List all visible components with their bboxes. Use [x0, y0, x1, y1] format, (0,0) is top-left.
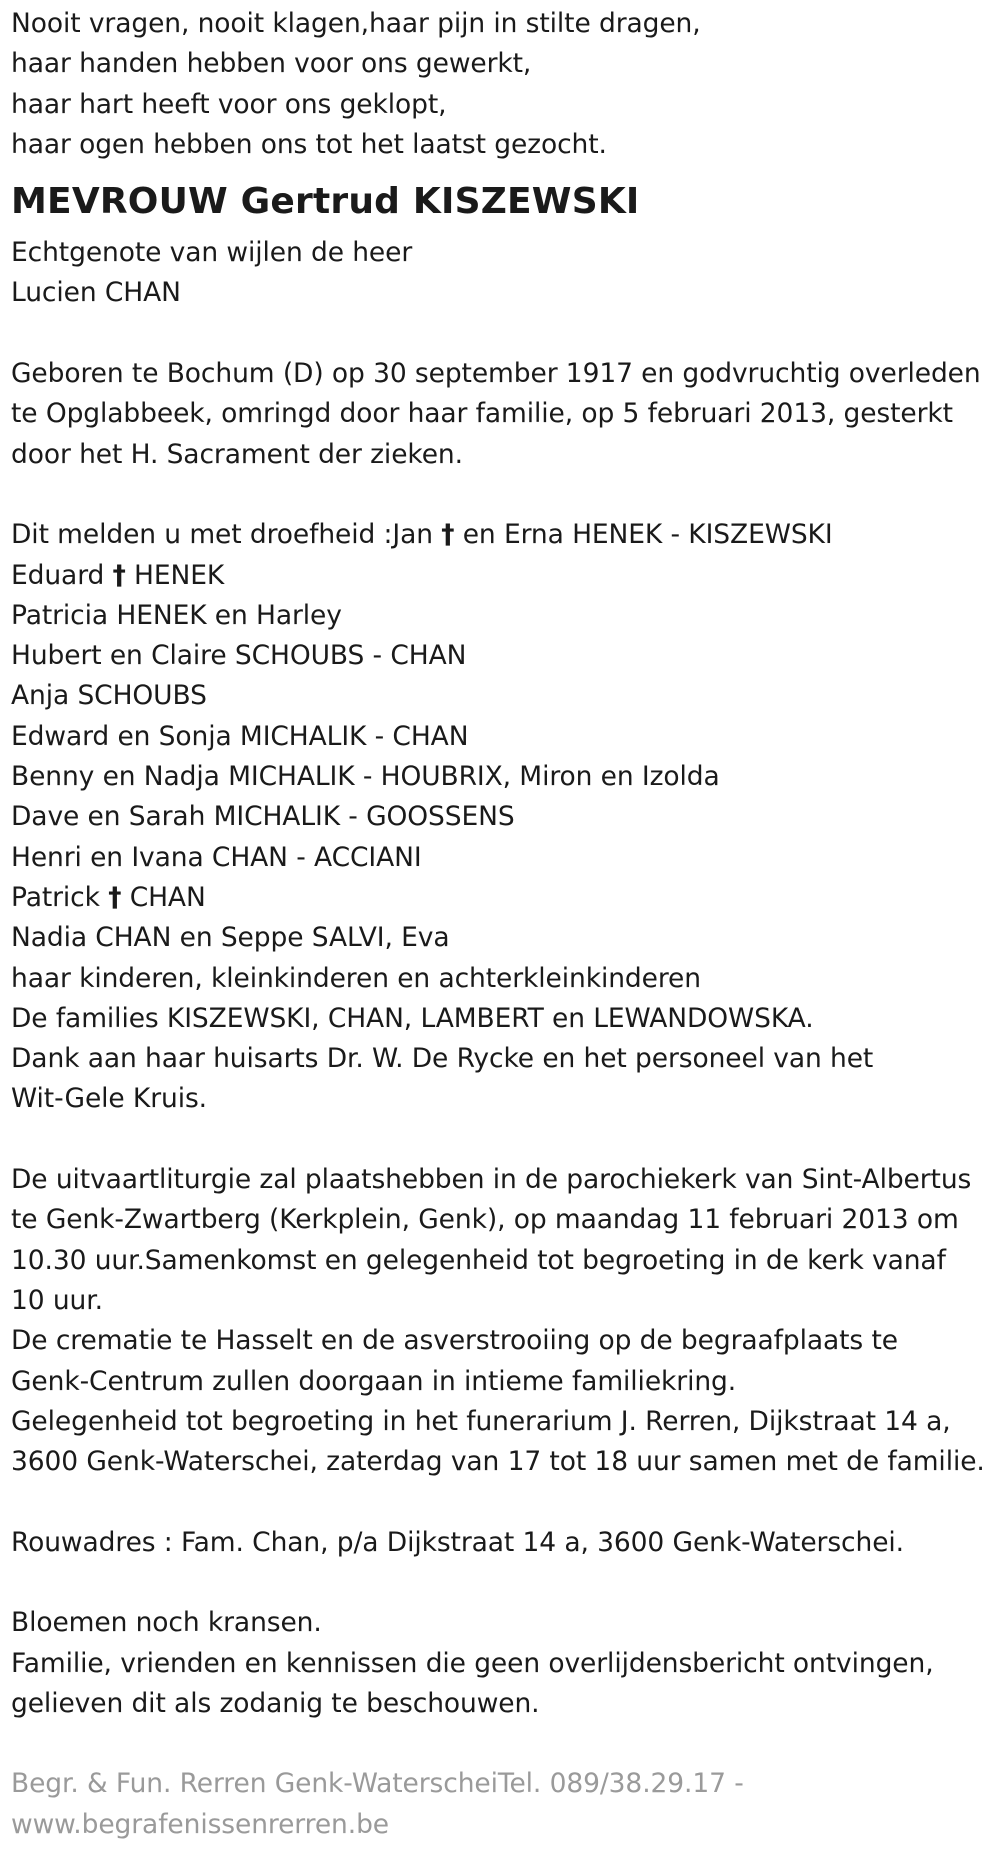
spacer [11, 314, 1000, 354]
spacer [11, 475, 1000, 515]
deceased-name: MEVROUW Gertrud KISZEWSKI [11, 181, 640, 223]
spouse-line: Echtgenote van wijlen de heer [11, 237, 413, 269]
spacer [11, 1482, 1000, 1522]
thanks-line: Wit-Gele Kruis. [11, 1083, 207, 1115]
visitation-line: 3600 Genk-Waterschei, zaterdag van 17 tot 18 uur samen met de familie. [11, 1446, 985, 1478]
ceremony-line: 10 uur. [11, 1284, 103, 1316]
funeral-home-footer [11, 1764, 1000, 1845]
spouse-block [11, 233, 1000, 314]
family-intro-text: en Erna HENEK - KISZEWSKI [454, 519, 833, 551]
closing-block [11, 1603, 1000, 1724]
family-line: Hubert en Claire SCHOUBS - CHAN [11, 640, 467, 672]
family-name-text: CHAN [121, 881, 206, 913]
thanks-line: Dank aan haar huisarts Dr. W. De Rycke en het personeel van het [11, 1043, 874, 1075]
family-line: Henri en Ivana CHAN - ACCIANI [11, 841, 422, 873]
mourning-address: Rouwadres : Fam. Chan, p/a Dijkstraat 14 a, 3600 Genk-Waterschei. [11, 1526, 904, 1558]
family-line: Benny en Nadja MICHALIK - HOUBRIX, Miron en Izolda [11, 761, 720, 793]
family-line-eduard [11, 556, 1000, 596]
cremation-line: De crematie te Hasselt en de asverstrooiing op de begraafplaats te [11, 1325, 898, 1357]
ceremony-line: 10.30 uur.Samenkomst en gelegenheid tot begroeting in de kerk vanaf [11, 1244, 946, 1276]
spacer [11, 1120, 1000, 1160]
family-line: Anja SCHOUBS [11, 680, 207, 712]
family-intro-line [11, 515, 1000, 555]
family-intro-text: Dit melden u met droefheid :Jan [11, 519, 442, 551]
ceremony-block [11, 1160, 1000, 1482]
closing-line: Bloemen noch kransen. [11, 1607, 322, 1639]
family-block [11, 515, 1000, 1119]
ceremony-line: te Genk-Zwartberg (Kerkplein, Genk), op maandag 11 februari 2013 om [11, 1204, 959, 1236]
family-line: Dave en Sarah MICHALIK - GOOSSENS [11, 801, 515, 833]
cross-icon: † [441, 519, 455, 551]
poem-block [11, 4, 1000, 165]
birth-death-line: Geboren te Bochum (D) op 30 september 1917 en godvruchtig overleden [11, 358, 981, 390]
visitation-line: Gelegenheid tot begroeting in het funerarium J. Rerren, Dijkstraat 14 a, [11, 1405, 951, 1437]
family-name-text: Eduard [11, 559, 113, 591]
poem-line: haar handen hebben voor ons gewerkt, [11, 48, 532, 80]
birth-death-line: door het H. Sacrament der zieken. [11, 438, 463, 470]
family-line: Nadia CHAN en Seppe SALVI, Eva [11, 922, 450, 954]
birth-death-line: te Opglabbeek, omringd door haar familie, op 5 februari 2013, gesterkt [11, 398, 953, 430]
family-line: De families KISZEWSKI, CHAN, LAMBERT en LEWANDOWSKA. [11, 1002, 814, 1034]
footer-website-link[interactable]: www.begrafenissenrerren.be [11, 1808, 390, 1840]
spouse-line: Lucien CHAN [11, 277, 181, 309]
cross-icon: † [108, 881, 122, 913]
poem-line: Nooit vragen, nooit klagen,haar pijn in stilte dragen, [11, 8, 701, 39]
poem-line: haar hart heeft voor ons geklopt, [11, 88, 447, 120]
spacer [11, 1563, 1000, 1603]
poem-line: haar ogen hebben ons tot het laatst gezocht. [11, 128, 607, 160]
family-name-text: Patrick [11, 881, 109, 913]
cross-icon: † [112, 559, 126, 591]
closing-line: gelieven dit als zodanig te beschouwen. [11, 1687, 540, 1719]
closing-line: Familie, vrienden en kennissen die geen overlijdensbericht ontvingen, [11, 1647, 934, 1679]
family-line-patrick [11, 878, 1000, 918]
family-line: Edward en Sonja MICHALIK - CHAN [11, 720, 469, 752]
family-line: Patricia HENEK en Harley [11, 599, 342, 631]
ceremony-line: De uitvaartliturgie zal plaatshebben in de parochiekerk van Sint-Albertus [11, 1164, 972, 1196]
footer-contact-line: Begr. & Fun. Rerren Genk-WaterscheiTel. 089/38.29.17 - [11, 1768, 744, 1800]
family-line: haar kinderen, kleinkinderen en achterkleinkinderen [11, 962, 701, 994]
spacer [11, 1724, 1000, 1764]
obituary-notice [11, 4, 1000, 1845]
birth-death-block [11, 354, 1000, 475]
family-name-text: HENEK [125, 559, 225, 591]
cremation-line: Genk-Centrum zullen doorgaan in intieme familiekring. [11, 1365, 737, 1397]
